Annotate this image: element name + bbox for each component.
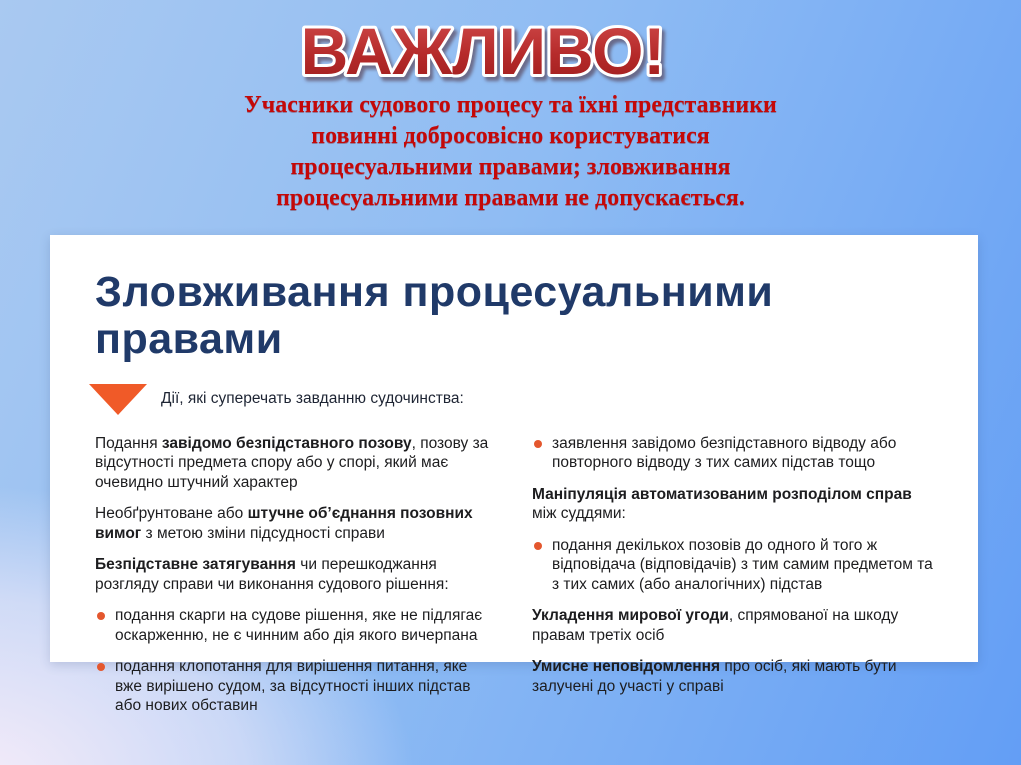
bullet-text: подання клопотання для вирішення питання, яке вже вирішено судом, за відсутності інших підстав або нових обставин: [115, 658, 471, 715]
bullet-text: подання декількох позовів до одного й того ж відповідача (відповідачів) з тим самим предметом та з тих самих (або аналогічних) підстав: [552, 536, 933, 593]
text-paragraph: Необґрунтоване або штучне об’єднання позовних вимог з метою зміни підсудності справи: [95, 505, 473, 542]
slide-subtitle: [0, 90, 1021, 214]
bullet-item: [95, 606, 496, 645]
subtitle-line: повинні добросовісно користуватися: [311, 123, 710, 149]
title-artwork: [223, 6, 743, 94]
slide-title: ВАЖЛИВО!: [300, 14, 665, 88]
bullet-text: заявлення завідомо безпідставного відводу або повторного відводу з тих самих підстав тощо: [552, 434, 897, 472]
text-paragraph: Укладення мирової угоди, спрямованої на шкоду правам третіх осіб: [532, 607, 899, 644]
subtitle-line: процесуальними правами не допускається.: [276, 185, 745, 211]
text-paragraph: Безпідставне затягування чи перешкоджання розгляду справи чи виконання судового рішення:: [95, 556, 449, 593]
card-heading: Зловживання процесуальними правами: [95, 268, 774, 364]
bullet-item: [95, 657, 496, 716]
lead-text: Дії, які суперечать завданню судочинства:: [161, 389, 464, 407]
bullet-dot-icon: [97, 612, 105, 620]
slide-title-wrap: [0, 6, 993, 94]
bullet-dot-icon: [534, 542, 542, 550]
subtitle-line: процесуальними правами; зловживання: [290, 154, 731, 180]
right-column: [532, 434, 933, 728]
columns: [95, 434, 933, 728]
triangle-down-icon: [89, 384, 147, 415]
content-card: [50, 235, 978, 715]
text-paragraph: Маніпуляція автоматизованим розподілом справ між суддями:: [532, 485, 912, 523]
bullet-dot-icon: [97, 663, 105, 671]
bullet-item: [532, 434, 933, 473]
bullet-item: [532, 536, 933, 595]
subtitle-line: Учасники судового процесу та їхні представники: [244, 92, 777, 118]
text-paragraph: Подання завідомо безпідставного позову, позову за відсутності предмета спору або у спорі, який має очевидно штучний характер: [95, 434, 489, 491]
left-column: [95, 434, 496, 728]
text-paragraph: Умисне неповідомлення про осіб, які мають бути залучені до участі у справі: [532, 658, 897, 695]
lead-row: [95, 384, 933, 418]
bullet-text: подання скарги на судове рішення, яке не підлягає оскарженню, не є чинним або дія якого вичерпана: [115, 607, 483, 644]
bullet-dot-icon: [534, 440, 542, 448]
